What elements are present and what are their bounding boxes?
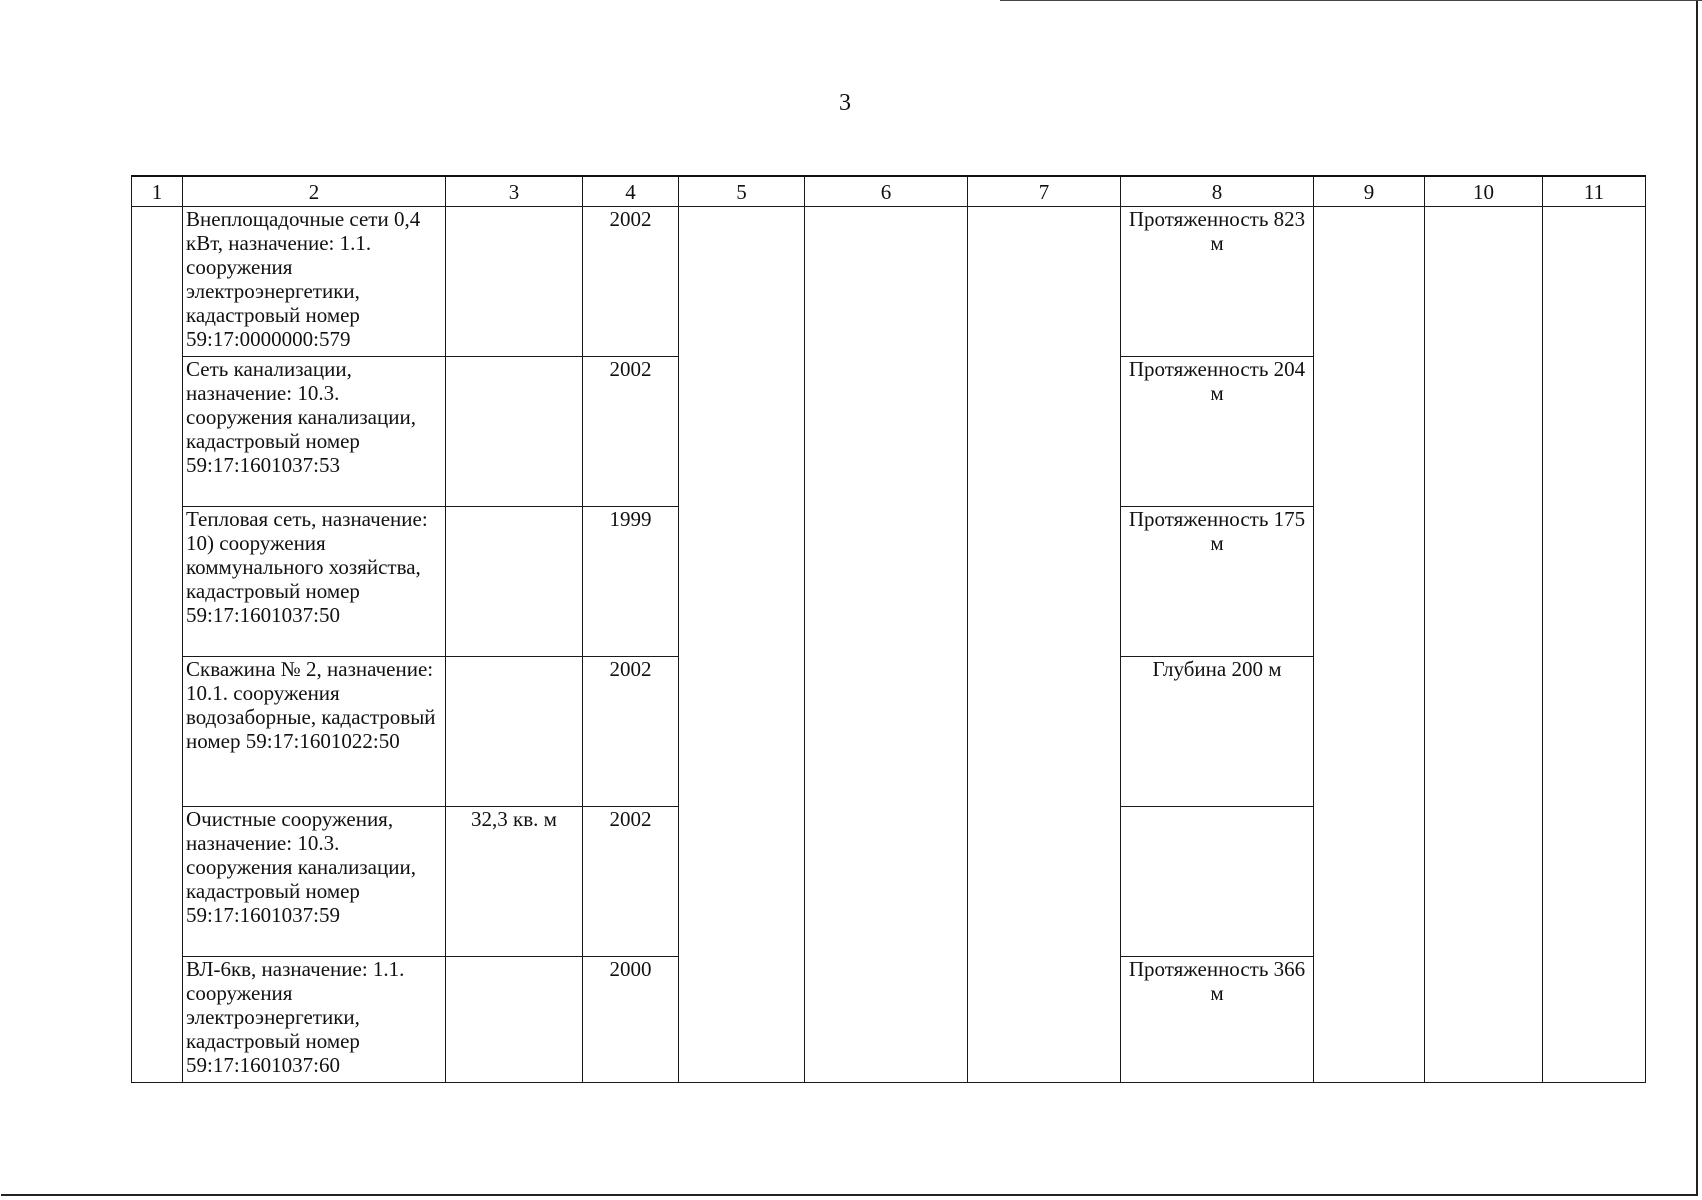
property-table (131, 175, 1646, 1083)
year-cell: 2002 (583, 357, 679, 507)
year-cell: 2002 (583, 657, 679, 807)
column-header-2: 2 (183, 176, 446, 207)
characteristic-cell: Глубина 200 м (1121, 657, 1314, 807)
area-cell (446, 207, 583, 357)
characteristic-cell: Протяженность 366 м (1121, 957, 1314, 1083)
area-cell (446, 957, 583, 1083)
column-number-row (132, 176, 1646, 207)
cell-col7-merged (968, 207, 1121, 1083)
object-name-cell: Внеплощадочные сети 0,4 кВт, назначение: 1.1. сооружения электроэнергетики, кадастровый номер 59:17:0000000:579 (183, 207, 446, 357)
characteristic-cell: Протяженность 175 м (1121, 507, 1314, 657)
column-header-4: 4 (583, 176, 679, 207)
object-name-cell: Тепловая сеть, назначение: 10) сооружения коммунального хозяйства, кадастровый номер 59:17:1601037:50 (183, 507, 446, 657)
year-cell: 2002 (583, 807, 679, 957)
cell-col5-merged (679, 207, 805, 1083)
column-header-8: 8 (1121, 176, 1314, 207)
year-cell: 2002 (583, 207, 679, 357)
column-header-3: 3 (446, 176, 583, 207)
cell-col9-merged (1314, 207, 1425, 1083)
characteristic-cell: Протяженность 204 м (1121, 357, 1314, 507)
area-cell (446, 507, 583, 657)
column-header-10: 10 (1425, 176, 1543, 207)
scan-edge-line (1000, 0, 1702, 1)
column-header-7: 7 (968, 176, 1121, 207)
column-header-1: 1 (132, 176, 183, 207)
column-header-5: 5 (679, 176, 805, 207)
area-cell: 32,3 кв. м (446, 807, 583, 957)
area-cell (446, 357, 583, 507)
characteristic-cell (1121, 807, 1314, 957)
object-name-cell: Сеть канализации, назначение: 10.3. сооружения канализации, кадастровый номер 59:17:1601037:53 (183, 357, 446, 507)
column-header-11: 11 (1543, 176, 1646, 207)
cell-col6-merged (805, 207, 968, 1083)
table-row (132, 207, 1646, 357)
area-cell (446, 657, 583, 807)
page-number: 3 (839, 90, 851, 116)
column-header-9: 9 (1314, 176, 1425, 207)
cell-col10-merged (1425, 207, 1543, 1083)
column-header-6: 6 (805, 176, 968, 207)
cell-col11-merged (1543, 207, 1646, 1083)
cell-col1-merged (132, 207, 183, 1083)
object-name-cell: Скважина № 2, назначение: 10.1. сооружения водозаборные, кадастровый номер 59:17:1601022:50 (183, 657, 446, 807)
year-cell: 2000 (583, 957, 679, 1083)
object-name-cell: ВЛ-6кв, назначение: 1.1. сооружения электроэнергетики, кадастровый номер 59:17:1601037:60 (183, 957, 446, 1083)
characteristic-cell: Протяженность 823 м (1121, 207, 1314, 357)
year-cell: 1999 (583, 507, 679, 657)
object-name-cell: Очистные сооружения, назначение: 10.3. сооружения канализации, кадастровый номер 59:17:1601037:59 (183, 807, 446, 957)
